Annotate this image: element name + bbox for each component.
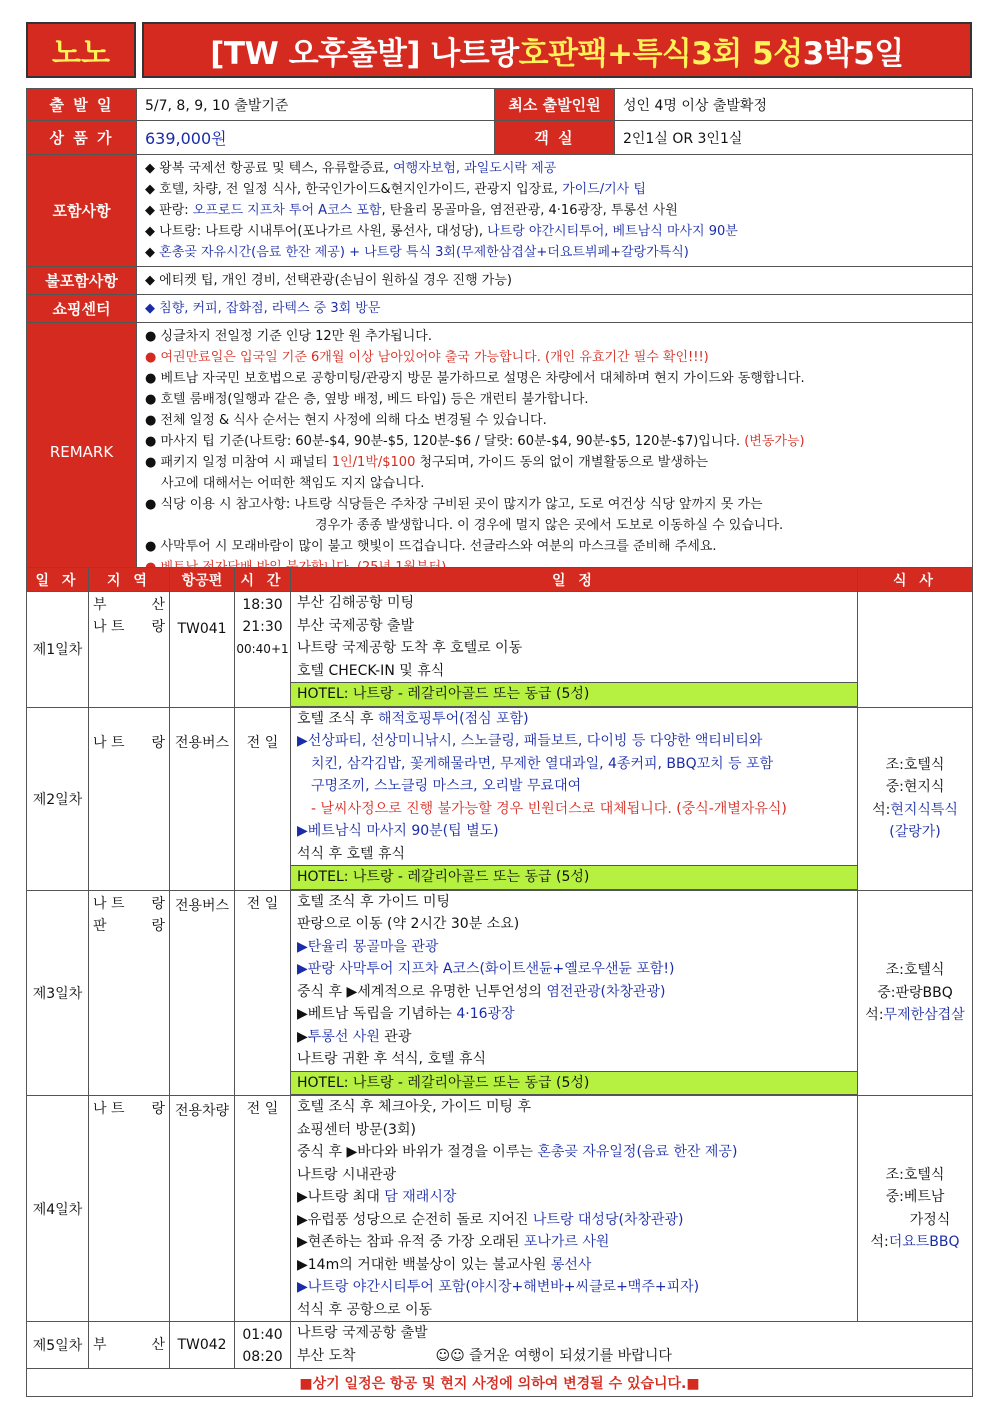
remark-item: ● 싱글차지 전일정 기준 인당 12만 원 추가됩니다. — [145, 329, 432, 344]
included-item: ◆ 혼총곶 자유시간(음료 한잔 제공) + 나트랑 특식 3회(무제한삼겹살+더요트뷔페+갈랑가특식) — [145, 245, 689, 260]
remark-item: ● 사막투어 시 모래바람이 많이 불고 햇빛이 뜨겁습니다. 선글라스와 여분의 마스크를 준비해 주세요. — [145, 539, 717, 554]
day-transport: 전용버스 — [170, 707, 235, 890]
day-transport: 전용차량 — [170, 1096, 235, 1322]
excluded-label: 불포함사항 — [27, 267, 137, 295]
shopping-value: ◆ 침향, 커피, 잡화점, 라텍스 중 3회 방문 — [137, 295, 973, 323]
col-flight: 항공편 — [170, 568, 235, 592]
header — [26, 22, 972, 78]
day-label: 제1일차 — [27, 592, 89, 708]
included-item: ◆ 호텔, 차량, 전 일정 식사, 한국인가이드&현지인가이드, 관광지 입장료, 가이드/기사 팁 — [145, 182, 646, 197]
footer-note: ■상기 일정은 항공 및 현지 사정에 의하여 변경될 수 있습니다.■ — [27, 1369, 973, 1397]
col-itinerary: 일 정 — [291, 568, 858, 592]
remark-item: ● 마사지 팁 기준(나트랑: 60분-$4, 90분-$5, 120분-$6 / 달랏: 60분-$4, 90분-$5, 120분-$7)입니다. (변동가능) — [145, 434, 805, 449]
min-value: 성인 4명 이상 출발확정 — [615, 89, 973, 121]
title-part2: 호판팩+특식3회 5성 — [518, 35, 803, 72]
departure-label: 출 발 일 — [27, 89, 137, 121]
title-part1: [TW 오후출발] 나트랑 — [210, 35, 519, 72]
day-transport: 전용버스 — [170, 890, 235, 1096]
day-times: 01:40 08:20 — [235, 1322, 291, 1369]
remark-item: ● 패키지 일정 미참여 시 패널티 1인/1박/$100 청구되며, 가이드 동의 없이 개별활동으로 발생하는 — [145, 455, 709, 470]
min-label: 최소 출발인원 — [495, 89, 615, 121]
page-title — [142, 22, 972, 78]
day-meals: 조:호텔식 중:현지식 석:현지식특식 (갈랑가) — [858, 707, 973, 890]
remark-item-cont: 경우가 종종 발생합니다. 이 경우에 멀지 않은 곳에서 도보로 이동하실 수 있습니다. — [315, 518, 784, 533]
price-value: 639,000원 — [137, 121, 495, 155]
day-times: 전 일 — [235, 707, 291, 890]
remark-item-cont: 사고에 대해서는 어떠한 책임도 지지 않습니다. — [161, 476, 425, 491]
included-label: 포함사항 — [27, 155, 137, 267]
day-label: 제3일차 — [27, 890, 89, 1096]
col-region: 지 역 — [89, 568, 170, 592]
day-flight: TW041 — [170, 592, 235, 708]
day-row — [27, 1096, 973, 1322]
room-value: 2인1실 OR 3인1실 — [615, 121, 973, 155]
day-times: 전 일 — [235, 1096, 291, 1322]
col-time: 시 간 — [235, 568, 291, 592]
departure-value: 5/7, 8, 9, 10 출발기준 — [137, 89, 495, 121]
day-flight: TW042 — [170, 1322, 235, 1369]
day-times: 18:30 21:30 00:40+1 — [235, 592, 291, 708]
brand-badge: 노노 — [26, 22, 136, 78]
included-item: ◆ 판랑: 오프로드 지프차 투어 A코스 포함, 탄율리 몽골마을, 염전관광, 4·16광장, 투롱선 사원 — [145, 203, 678, 218]
price-label: 상 품 가 — [27, 121, 137, 155]
hotel-bar: HOTEL: 나트랑 - 레갈리아골드 또는 동급 (5성) — [291, 1071, 857, 1096]
day-row — [27, 890, 973, 1096]
day-region: 나 트 랑 — [89, 1096, 170, 1322]
day-region: 나 트 랑 — [89, 707, 170, 890]
day-region: 나 트 랑 판 랑 — [89, 890, 170, 1096]
day-region: 부 산 나 트 랑 — [89, 592, 170, 708]
remark-item: ● 호텔 룸배정(일행과 같은 층, 옆방 배정, 베드 타입) 등은 개런티 불가합니다. — [145, 392, 589, 407]
col-day: 일 자 — [27, 568, 89, 592]
day-meals: 조:호텔식 중:베트남 가정식 석:더요트BBQ — [858, 1096, 973, 1322]
included-item: ◆ 왕복 국제선 항공료 및 텍스, 유류할증료, 여행자보험, 과일도시락 제공 — [145, 161, 557, 176]
remark-item: ● 여권만료일은 입국일 기준 6개월 이상 남아있어야 출국 가능합니다. (개인 유효기간 필수 확인!!!) — [145, 350, 709, 365]
shopping-label: 쇼핑센터 — [27, 295, 137, 323]
day-row — [27, 707, 973, 890]
info-table — [26, 88, 973, 582]
day-label: 제2일차 — [27, 707, 89, 890]
hotel-bar: HOTEL: 나트랑 - 레갈리아골드 또는 동급 (5성) — [291, 682, 857, 707]
remark-list — [137, 323, 973, 582]
excluded-value: ◆ 에티켓 팁, 개인 경비, 선택관광(손님이 원하실 경우 진행 가능) — [137, 267, 973, 295]
day-region: 부 산 — [89, 1322, 170, 1369]
day-row — [27, 592, 973, 708]
day-label: 제4일차 — [27, 1096, 89, 1322]
included-list — [137, 155, 973, 267]
day-itinerary: 호텔 조식 후 해적호핑투어(점심 포함) ▶선상파티, 선상미니낚시, 스노클링, 패들보트, 다이빙 등 다양한 액티비티와 치킨, 삼각김밥, 꽃게해물라면, 무제한 열대과일, 4종커피, BBQ꼬치 등 포함 구명조끼, 스노클링 마스크, 오리발 무료대여 - 날씨사정으로 진행 불가능할 경우 빈원더스로 대체됩니다. (중식-개별자유식) ▶베트남식 마사지 90분(팁 별도) 석식 후 호텔 휴식 HOTEL: 나트랑 - 레갈리아골드 또는 동급 (5성) — [291, 707, 858, 890]
day-itinerary: 나트랑 국제공항 출발 부산 도착 ☺☺ 즐거운 여행이 되셨기를 바랍니다 — [291, 1322, 973, 1369]
room-label: 객 실 — [495, 121, 615, 155]
included-item: ◆ 나트랑: 나트랑 시내투어(포나가르 사원, 롱선사, 대성당), 나트랑 야간시티투어, 베트남식 마사지 90분 — [145, 224, 738, 239]
col-meal: 식 사 — [858, 568, 973, 592]
title-part3: 3박5일 — [802, 35, 904, 72]
day-itinerary: 호텔 조식 후 체크아웃, 가이드 미팅 후 쇼핑센터 방문(3회) 중식 후 ▶바다와 바위가 절경을 이루는 혼총곶 자유일정(음료 한잔 제공) 나트랑 시내관광 ▶나트랑 최대 담 재래시장 ▶유럽풍 성당으로 순전히 돌로 지어진 나트랑 대성당(차창관광) ▶현존하는 참파 유적 중 가장 오래된 포나가르 사원 ▶14m의 거대한 백불상이 있는 불교사원 롱선사 ▶나트랑 야간시티투어 포함(야시장+해변바+씨클로+맥주+피자) 석식 후 공항으로 이동 — [291, 1096, 858, 1322]
day-row — [27, 1322, 973, 1369]
day-meals: 조:호텔식 중:판랑BBQ 석:무제한삼겹살 — [858, 890, 973, 1096]
day-meals — [858, 592, 973, 708]
remark-item: ● 식당 이용 시 참고사항: 나트랑 식당들은 주차장 구비된 곳이 많지가 않고, 도로 여건상 식당 앞까지 못 가는 — [145, 497, 763, 512]
schedule-table — [26, 567, 973, 1397]
hotel-bar: HOTEL: 나트랑 - 레갈리아골드 또는 동급 (5성) — [291, 865, 857, 890]
day-itinerary: 호텔 조식 후 가이드 미팅 판랑으로 이동 (약 2시간 30분 소요) ▶탄율리 몽골마을 관광 ▶판랑 사막투어 지프차 A코스(화이트샌듄+옐로우샌듄 포함!) 중식 후 ▶세계적으로 유명한 닌투언성의 염전관광(차창관광) ▶베트남 독립을 기념하는 4·16광장 ▶투롱선 사원 관광 나트랑 귀환 후 석식, 호텔 휴식 HOTEL: 나트랑 - 레갈리아골드 또는 동급 (5성) — [291, 890, 858, 1096]
day-label: 제5일차 — [27, 1322, 89, 1369]
remark-item: ● 전체 일정 & 식사 순서는 현지 사정에 의해 다소 변경될 수 있습니다. — [145, 413, 547, 428]
day-itinerary: 부산 김해공항 미팅 부산 국제공항 출발 나트랑 국제공항 도착 후 호텔로 이동 호텔 CHECK-IN 및 휴식 HOTEL: 나트랑 - 레갈리아골드 또는 동급 (5성) — [291, 592, 858, 708]
remark-item: ● 베트남 자국민 보호법으로 공항미팅/관광지 방문 불가하므로 설명은 차량에서 대체하며 현지 가이드와 동행합니다. — [145, 371, 805, 386]
remark-label: REMARK — [27, 323, 137, 582]
day-times: 전 일 — [235, 890, 291, 1096]
